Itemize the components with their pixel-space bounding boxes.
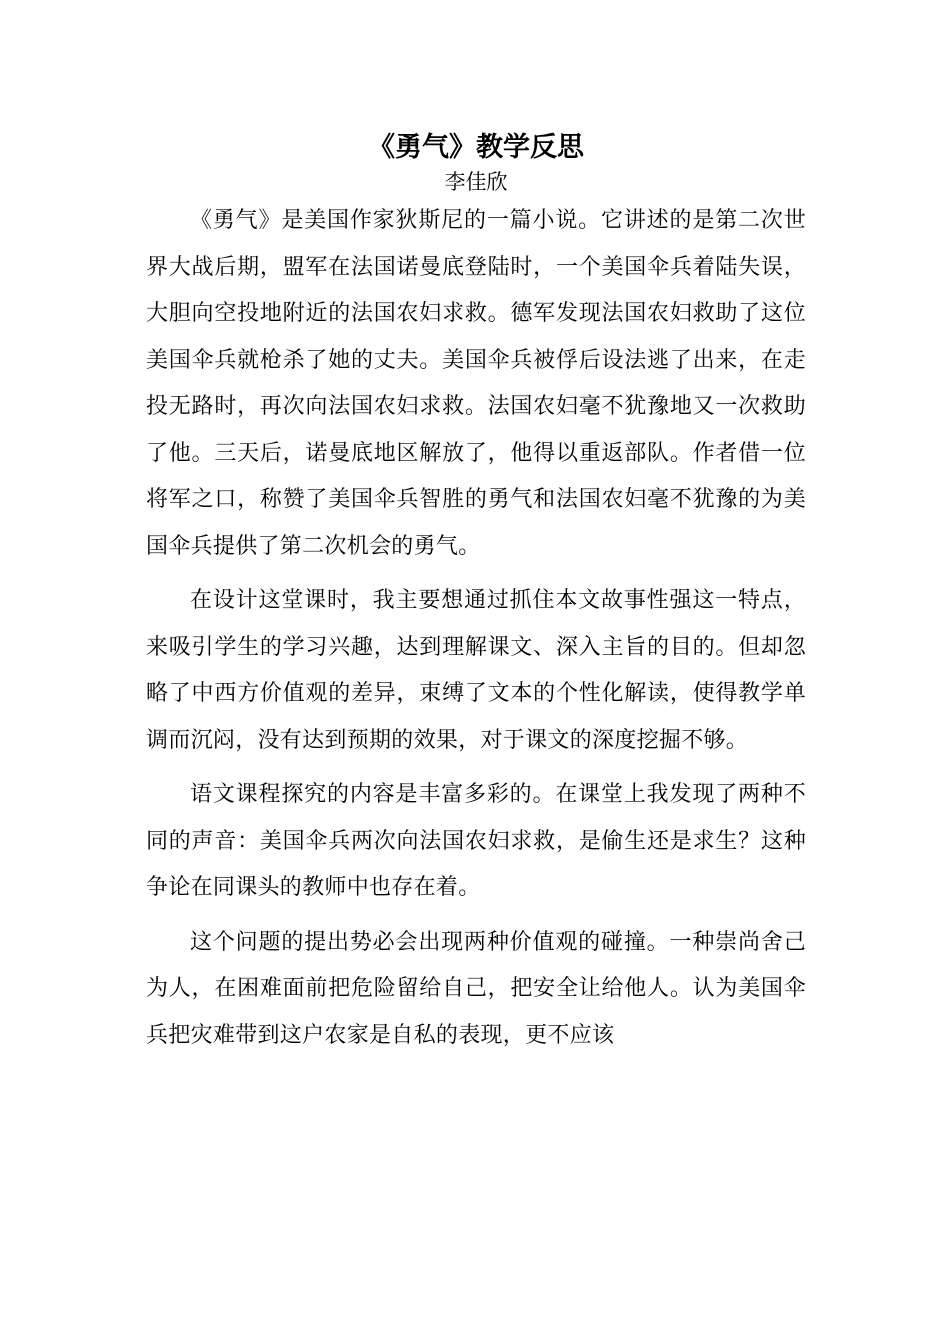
paragraph-2: 在设计这堂课时，我主要想通过抓住本文故事性强这一特点，来吸引学生的学习兴趣，达到理解课文、深入主旨的目的。但却忽略了中西方价值观的差异，束缚了文本的个性化解读，使得教学单调而沉闷，没有达到预期的效果，对于课文的深度挖掘不够。 — [146, 588, 806, 753]
paragraph-3: 语文课程探究的内容是丰富多彩的。在课堂上我发现了两种不同的声音：美国伞兵两次向法国农妇求救，是偷生还是求生？这种争论在同课头的教师中也存在着。 — [146, 782, 806, 900]
document-title: 《勇气》教学反思 — [368, 132, 584, 163]
document-author: 李佳欣 — [444, 170, 508, 194]
paragraph-1: 《勇气》是美国作家狄斯尼的一篇小说。它讲述的是第二次世界大战后期，盟军在法国诺曼底登陆时，一个美国伞兵着陆失误，大胆向空投地附近的法国农妇求救。德军发现法国农妇救助了这位美国伞兵就枪杀了她的丈夫。美国伞兵被俘后设法逃了出来，在走投无路时，再次向法国农妇求救。法国农妇毫不犹豫地又一次救助了他。三天后，诺曼底地区解放了，他得以重返部队。作者借一位将军之口，称赞了美国伞兵智胜的勇气和法国农妇毫不犹豫的为美国伞兵提供了第二次机会的勇气。 — [146, 208, 806, 559]
document-body — [146, 128, 806, 1067]
paragraph-4: 这个问题的提出势必会出现两种价值观的碰撞。一种崇尚舍己为人，在困难面前把危险留给自己，把安全让给他人。认为美国伞兵把灾难带到这户农家是自私的表现，更不应该 — [146, 929, 806, 1048]
